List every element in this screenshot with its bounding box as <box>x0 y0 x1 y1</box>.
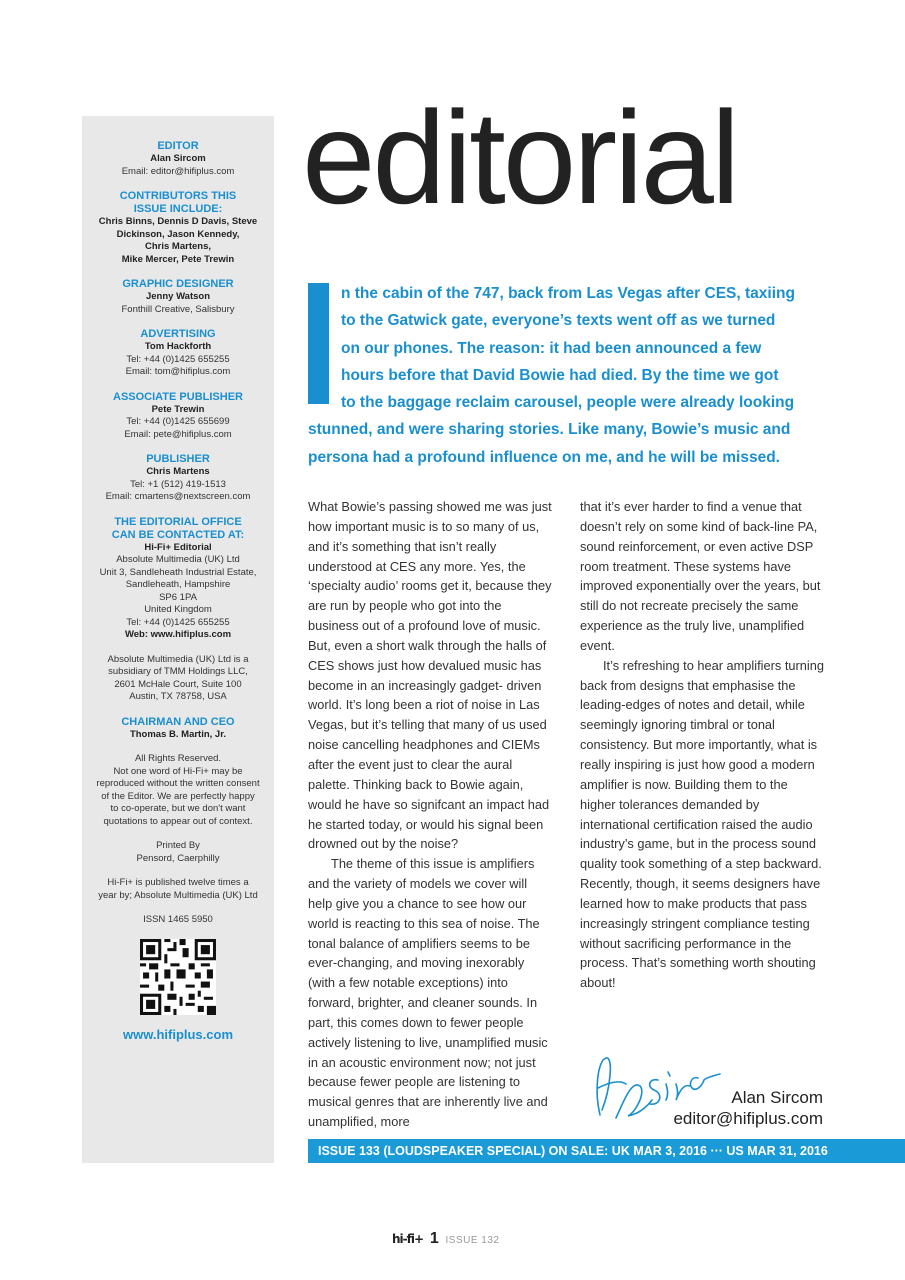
associate-name: Pete Trewin <box>151 403 205 415</box>
editor-block <box>82 140 274 178</box>
office-web: Web: www.hifiplus.com <box>124 629 232 640</box>
subsidiary-line: Absolute Multimedia (UK) Ltd is a <box>107 653 249 665</box>
next-issue-banner: ISSUE 133 (LOUDSPEAKER SPECIAL) ON SALE: UK MAR 3, 2016 ··· US MAR 31, 2016 <box>308 1139 905 1163</box>
rights-line: to co-operate, but we don't want <box>110 803 246 814</box>
intro-standfirst <box>308 280 828 471</box>
publisher-block <box>82 453 274 504</box>
designer-company: Fonthill Creative, Salisbury <box>121 303 235 315</box>
contributors-line: Chris Martens, <box>145 241 211 252</box>
paragraph: It’s refreshing to hear amplifiers turning back from designs that emphasise the leading-edges of notes and detail, while seemingly ignoring timbral or tonal consistency. But more importantly, what is really inspiring is just how good a modern amplifier is now. Building them to the higher tolerances demanded by international certification raised the audio industry’s game, but in the process sound quality took something of a step backward. Recently, though, it seems designers have learned how to make products that pass increasingly stringent compliance testing without sacrificing performance in the process. That’s something worth shouting about! <box>580 657 824 991</box>
office-address-line: Unit 3, Sandleheath Industrial Estate, <box>99 566 257 578</box>
office-tel: Tel: +44 (0)1425 655255 <box>126 616 230 628</box>
paragraph: that it’s ever harder to find a venue that doesn’t rely on some kind of back-line PA, sound reinforcement, or even active DSP room treatment. These systems have improved exponentially over the years, but still do not recreate precisely the same experience as the truly live, unamplified event. <box>580 499 821 653</box>
publisher-tel: Tel: +1 (512) 419-1513 <box>130 478 226 490</box>
office-address-line: Sandleheath, Hampshire <box>125 579 231 590</box>
editor-email: Email: editor@hifiplus.com <box>121 165 235 177</box>
intro-line: persona had a profound influence on me, and he will be missed. <box>308 448 780 466</box>
advertising-block <box>82 328 274 379</box>
chairman-block <box>82 716 274 742</box>
advertising-heading: ADVERTISING <box>140 328 216 340</box>
rights-line: All Rights Reserved. <box>134 753 222 764</box>
qr-code-icon[interactable] <box>140 939 216 1015</box>
editor-name: Alan Sircom <box>150 153 206 164</box>
publisher-name: Chris Martens <box>146 466 210 477</box>
subsidiary-line: subsidiary of TMM Holdings LLC, <box>108 666 248 677</box>
office-heading-2: CAN BE CONTACTED AT: <box>111 528 245 541</box>
contributors-heading: CONTRIBUTORS THIS <box>119 190 237 202</box>
office-address-line: Absolute Multimedia (UK) Ltd <box>116 554 240 565</box>
paragraph: What Bowie’s passing showed me was just how important music is to so many of us, and it’s something that isn’t really understood at CES any more. Yes, the ‘specialty audio’ rooms get it, because they are run by people who got into the business out of a profound love of music. But, even a short walk through the halls of CES shows just how devalued music has become in an increasingly gadget- driven world. It’s long been a riot of noise in Las Vegas, but it’s telling that many of us used noise cancelling headphones and CIEMs after the event just to clear the aural palette. Thinking back to Bowie again, would he have so signifcant an impact had he started today, or would his signal been drowned out by the noise? <box>308 499 552 852</box>
subsidiary-line: 2601 McHale Court, Suite 100 <box>114 678 242 690</box>
advertising-email: Email: tom@hifiplus.com <box>125 366 231 377</box>
office-name: Hi-Fi+ Editorial <box>144 541 212 553</box>
published-block <box>82 877 274 902</box>
subsidiary-block <box>82 654 274 704</box>
office-block <box>82 516 274 642</box>
designer-name: Jenny Watson <box>145 291 211 302</box>
hifiplus-logo: hi-fi+ <box>392 1232 424 1246</box>
office-address-line: United Kingdom <box>144 604 212 615</box>
signature-email[interactable]: editor@hifiplus.com <box>673 1109 823 1128</box>
rights-line: of the Editor. We are perfectly happy <box>101 790 255 802</box>
intro-line: on our phones. The reason: it had been announced a few <box>341 339 762 357</box>
office-address-line: SP6 1PA <box>159 591 197 603</box>
printed-line: Pensord, Caerphilly <box>136 852 220 864</box>
contributors-line: Dickinson, Jason Kennedy, <box>116 228 240 240</box>
intro-line: to the baggage reclaim carousel, people were already looking <box>341 394 795 412</box>
publisher-email: Email: cmartens@nextscreen.com <box>105 491 251 502</box>
subsidiary-line: Austin, TX 78758, USA <box>129 691 227 702</box>
contributors-heading-2: ISSUE INCLUDE: <box>133 203 223 215</box>
intro-line: hours before that David Bowie had died. By the time we got <box>341 366 779 384</box>
paragraph: The theme of this issue is amplifiers and the variety of models we cover will help give you a chance to see how our world is reacting to this sea of noise. The tonal balance of amplifiers seems to be ever-changing, and moving inexorably (with a few notable exceptions) into forward, brighter, and cleaner sounds. In part, this comes down to fewer people actively listening to live, unamplified music in an acoustic environment now; not just because fewer people are listening to musical genres that are inherently live and unamplified, more <box>308 856 548 1130</box>
intro-line: stunned, and were sharing stories. Like many, Bowie’s music and <box>308 421 791 439</box>
page-footer <box>392 1230 499 1248</box>
chairman-heading: CHAIRMAN AND CEO <box>121 715 235 728</box>
page-number: 1 <box>429 1230 439 1247</box>
associate-block <box>82 391 274 442</box>
rights-line: reproduced without the written consent <box>96 778 260 789</box>
printed-line: Printed By <box>156 840 200 851</box>
associate-tel: Tel: +44 (0)1425 655699 <box>126 416 230 427</box>
published-line: year by; Absolute Multimedia (UK) Ltd <box>98 889 258 901</box>
associate-heading: ASSOCIATE PUBLISHER <box>113 390 243 403</box>
published-line: Hi-Fi+ is published twelve times a <box>107 877 249 888</box>
contributors-line: Chris Binns, Dennis D Davis, Steve <box>98 216 258 227</box>
office-heading: THE EDITORIAL OFFICE <box>114 515 242 528</box>
signature-name: Alan Sircom <box>731 1088 823 1107</box>
intro-line: to the Gatwick gate, everyone’s texts went off as we turned <box>341 312 776 330</box>
body-column-1 <box>308 497 553 1132</box>
associate-email: Email: pete@hifiplus.com <box>124 428 232 440</box>
publisher-heading: PUBLISHER <box>146 453 210 465</box>
chairman-name: Thomas B. Martin, Jr. <box>129 728 227 740</box>
printed-block <box>82 840 274 865</box>
rights-block <box>82 753 274 828</box>
issue-label: ISSUE 132 <box>445 1235 500 1246</box>
masthead-sidebar <box>82 116 274 1163</box>
signature-block <box>673 1087 823 1129</box>
page-title: editorial <box>302 84 738 231</box>
contributors-block <box>82 190 274 266</box>
website-link[interactable]: www.hifiplus.com <box>122 1026 234 1042</box>
intro-line: n the cabin of the 747, back from Las Vegas after CES, taxiing <box>341 285 795 302</box>
designer-block <box>82 278 274 316</box>
editor-heading: EDITOR <box>157 140 199 152</box>
advertising-name: Tom Hackforth <box>144 341 212 352</box>
designer-heading: GRAPHIC DESIGNER <box>122 278 234 290</box>
advertising-tel: Tel: +44 (0)1425 655255 <box>126 353 230 365</box>
body-column-2 <box>580 497 825 993</box>
issn: ISSN 1465 5950 <box>143 914 213 925</box>
contributors-line: Mike Mercer, Pete Trewin <box>121 253 235 265</box>
rights-line: quotations to appear out of context. <box>103 815 253 827</box>
rights-line: Not one word of Hi-Fi+ may be <box>113 765 243 777</box>
